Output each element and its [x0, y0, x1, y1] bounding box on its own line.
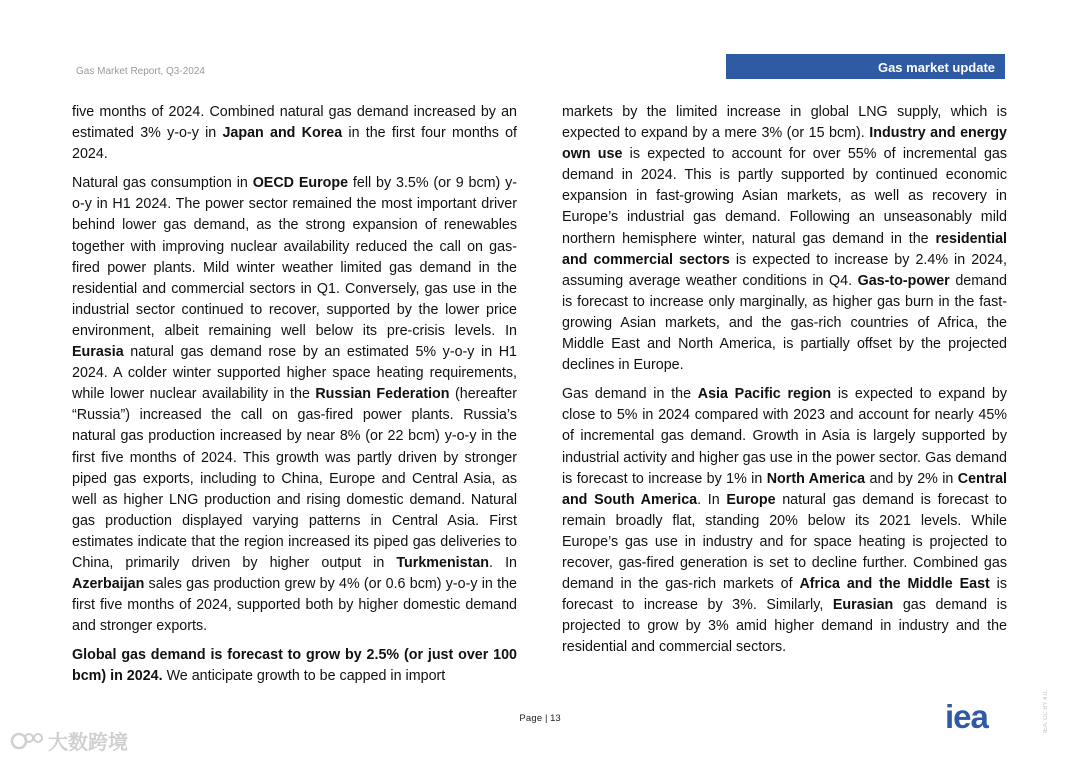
- watermark: [10, 726, 128, 755]
- paragraph: markets by the limited increase in global LNG supply, which is expected to expand by a mere 3% (or 15 bcm). Industry and energy own use is expected to account for over 55% of incremental gas demand in 2024. This is partly supported by continued economic expansion in fast-growing Asian markets, as well as recovery in Europe’s industrial gas demand. Following an unseasonably mild northern hemisphere winter, natural gas demand in the residential and commercial sectors is expected to increase by 2.4% in 2024, assuming average weather conditions in Q4. Gas-to-power demand is forecast to increase only marginally, as higher gas burn in the fast-growing Asian markets, and the gas-rich countries of Africa, the Middle East and North America, is partially offset by the projected declines in Europe.: [562, 104, 1007, 374]
- left-column: [72, 102, 517, 696]
- page-separator: |: [544, 713, 548, 724]
- paragraph: Natural gas consumption in OECD Europe fell by 3.5% (or 9 bcm) y-o-y in H1 2024. The power sector remained the most important driver behind lower gas demand, as the strong expansion of renewables together with improving nuclear availability reduced the call on gas-fired power plants. Mild winter weather limited gas demand in the residential and commercial sectors in Q1. Conversely, gas use in the industrial sector continued to recover, supported by the lower price environment, albeit remaining well below its pre-crisis levels. In Eurasia natural gas demand rose by an estimated 5% y-o-y in H1 2024. A colder winter supported higher space heating requirements, while lower nuclear availability in the Russian Federation (hereafter “Russia”) increased the call on gas-fired power plants. Russia’s natural gas production increased by near 8% (or 22 bcm) y-o-y in the first five months of 2024. This growth was partly driven by stronger piped gas exports, including to China, Europe and Central Asia, as well as higher LNG production and rising domestic demand. Natural gas production displayed varying patterns in Central Asia. First estimates indicate that the region increased its piped gas deliveries to China, primarily driven by higher output in Turkmenistan. In Azerbaijan sales gas production grew by 4% (or 0.6 bcm) y-o-y in the first five months of 2024, supported both by higher domestic demand and stronger exports.: [72, 175, 518, 635]
- page-number-value: 13: [550, 713, 561, 724]
- section-badge: Gas market update: [726, 54, 1005, 79]
- license-code: IEA. CC BY 4.0.: [1043, 690, 1049, 733]
- paragraph: Global gas demand is forecast to grow by 2.5% (or just over 100 bcm) in 2024. We anticipate growth to be capped in import: [72, 647, 517, 685]
- watermark-logo-icon: [10, 730, 44, 752]
- paragraph: five months of 2024. Combined natural gas demand increased by an estimated 3% y-o-y in Japan and Korea in the first four months of 2024.: [72, 104, 517, 163]
- iea-logo-icon: [945, 702, 1007, 732]
- paragraph: Gas demand in the Asia Pacific region is expected to expand by close to 5% in 2024 compared with 2023 and account for nearly 45% of incremental gas demand. Growth in Asia is largely supported by industrial activity and higher gas use in the power sector. Gas demand is forecast to increase by 1% in North America and by 2% in Central and South America. In Europe natural gas demand is forecast to remain broadly flat, standing 20% below its 2021 levels. While Europe’s gas use in industry and for space heating is projected to recover, gas-fired generation is set to decline further. Combined gas demand in the gas-rich markets of Africa and the Middle East is forecast to increase by 3%. Similarly, Eurasian gas demand is projected to grow by 3% amid higher demand in industry and the residential and commercial sectors.: [562, 386, 1008, 656]
- right-column: [562, 102, 1007, 666]
- logo-text: iea: [945, 702, 988, 732]
- report-title: Gas Market Report, Q3-2024: [76, 66, 205, 77]
- page-label: Page: [519, 713, 543, 724]
- page-number: [500, 713, 580, 724]
- watermark-text: 大数跨境: [48, 732, 128, 754]
